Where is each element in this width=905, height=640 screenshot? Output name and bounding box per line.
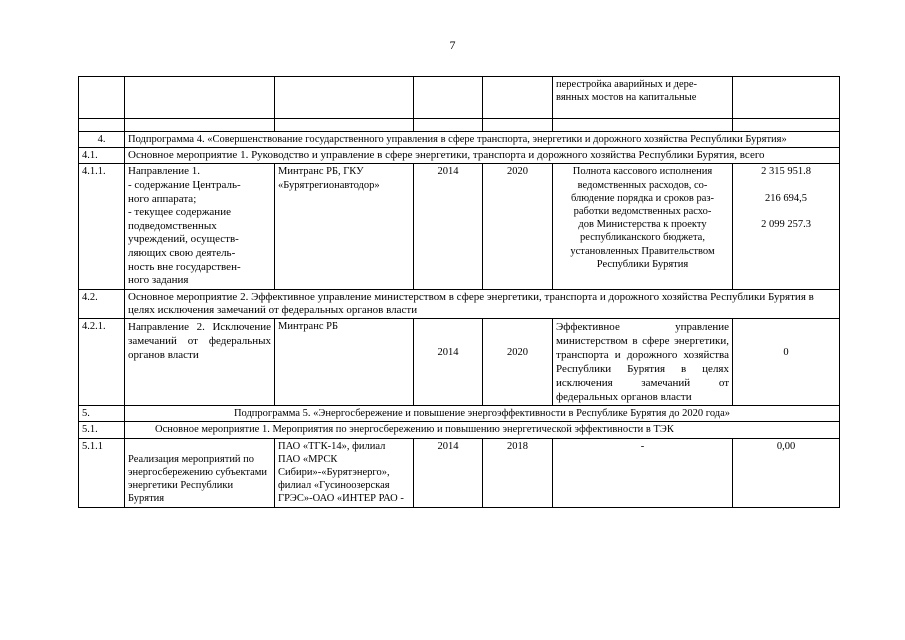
cell-num (79, 77, 125, 119)
cell-start: 2014 (414, 319, 483, 406)
amount-part-1: 216 694,5 (765, 192, 807, 204)
cell-num: 5. (79, 406, 125, 422)
table-row (79, 438, 840, 507)
cell-amount (733, 164, 840, 289)
cell-executor: Минтранс РБ, ГКУ «Бурятрегионавтодор» (275, 164, 414, 289)
cell-amount: 0 (733, 319, 840, 406)
cell-num: 4.1.1. (79, 164, 125, 289)
cell-name: Направление 2. Исключение замечаний от федеральных органов власти (125, 319, 275, 406)
cell-measure-title: Основное мероприятие 2. Эффективное управление министерством в сфере энергетики, транспорта и дорожного хозяйства Республики Бурятия в целях исключения замечаний от федеральных органов власти (125, 289, 840, 318)
amount-part-2: 2 099 257.3 (761, 218, 811, 230)
cell-indicator: Полнота кассового исполнения ведомственных расходов, со- блюдение порядка и сроков раз- работки ведомственных расхо- дов Министерства к проекту республиканского бюджета, установленных Правительством Республики Бурятия (553, 164, 733, 289)
cell-num: 5.1. (79, 422, 125, 438)
cell-indicator: Эффективное управление министерством в сфере энергетики, транспорта и дорожного хозяйства Республики Бурятия в целях исключения замечаний от федеральных органов власти (553, 319, 733, 406)
cell-start: 2014 (414, 438, 483, 507)
cell-num: 4.2. (79, 289, 125, 318)
cell-executor: Минтранс РБ (275, 319, 414, 406)
cell-end (483, 77, 553, 119)
program-table (78, 76, 840, 508)
cell-measure-title: Основное мероприятие 1. Руководство и управление в сфере энергетики, транспорта и дорожного хозяйства Республики Бурятия, всего (125, 148, 840, 164)
table-row (79, 164, 840, 289)
table-row-subprogram (79, 132, 840, 148)
table-row-measure (79, 422, 840, 438)
cell-num: 5.1.1 (79, 438, 125, 507)
cell-executor: ПАО «ТГК-14», филиал ПАО «МРСК Сибири»-«Бурятэнерго», филиал «Гусиноозерская ГРЭС»-ОАО «ИНТЕР РАО - (275, 438, 414, 507)
table-row (79, 77, 840, 119)
cell-start: 2014 (414, 164, 483, 289)
cell-indicator: перестройка аварийных и дере- вянных мостов на капитальные (553, 77, 733, 119)
cell-end: 2020 (483, 319, 553, 406)
cell-num: 4.1. (79, 148, 125, 164)
table-row-measure (79, 289, 840, 318)
table-row-subprogram (79, 406, 840, 422)
cell-name (125, 77, 275, 119)
cell-measure-title: Основное мероприятие 1. Мероприятия по энергосбережению и повышению энергетической эффективности в ТЭК (125, 422, 840, 438)
amount-total: 2 315 951.8 (761, 166, 811, 178)
cell-end: 2020 (483, 164, 553, 289)
cell-subprogram-title: Подпрограмма 4. «Совершенствование государственного управления в сфере транспорта, энергетики и дорожного хозяйства Республики Бурятия» (125, 132, 840, 148)
cell-end: 2018 (483, 438, 553, 507)
table-row (79, 319, 840, 406)
cell-start (414, 77, 483, 119)
cell-name: Направление 1. - содержание Централь- ного аппарата; - текущее содержание подведомственных учреждений, осуществ- ляющих свою деятель- ность вне государствен- ного задания (125, 164, 275, 289)
cell-amount (733, 77, 840, 119)
cell-subprogram-title: Подпрограмма 5. «Энергосбережение и повышение энергоэффективности в Республике Бурятия до 2020 года» (125, 406, 840, 422)
table-row-spacer (79, 119, 840, 132)
cell-indicator: - (553, 438, 733, 507)
page-number: 7 (449, 38, 456, 52)
cell-amount: 0,00 (733, 438, 840, 507)
cell-executor (275, 77, 414, 119)
cell-name: Реализация мероприятий по энергосбережению субъектами энергетики Республики Бурятия (125, 438, 275, 507)
cell-num: 4. (79, 132, 125, 148)
cell-num: 4.2.1. (79, 319, 125, 406)
table-row-measure (79, 148, 840, 164)
